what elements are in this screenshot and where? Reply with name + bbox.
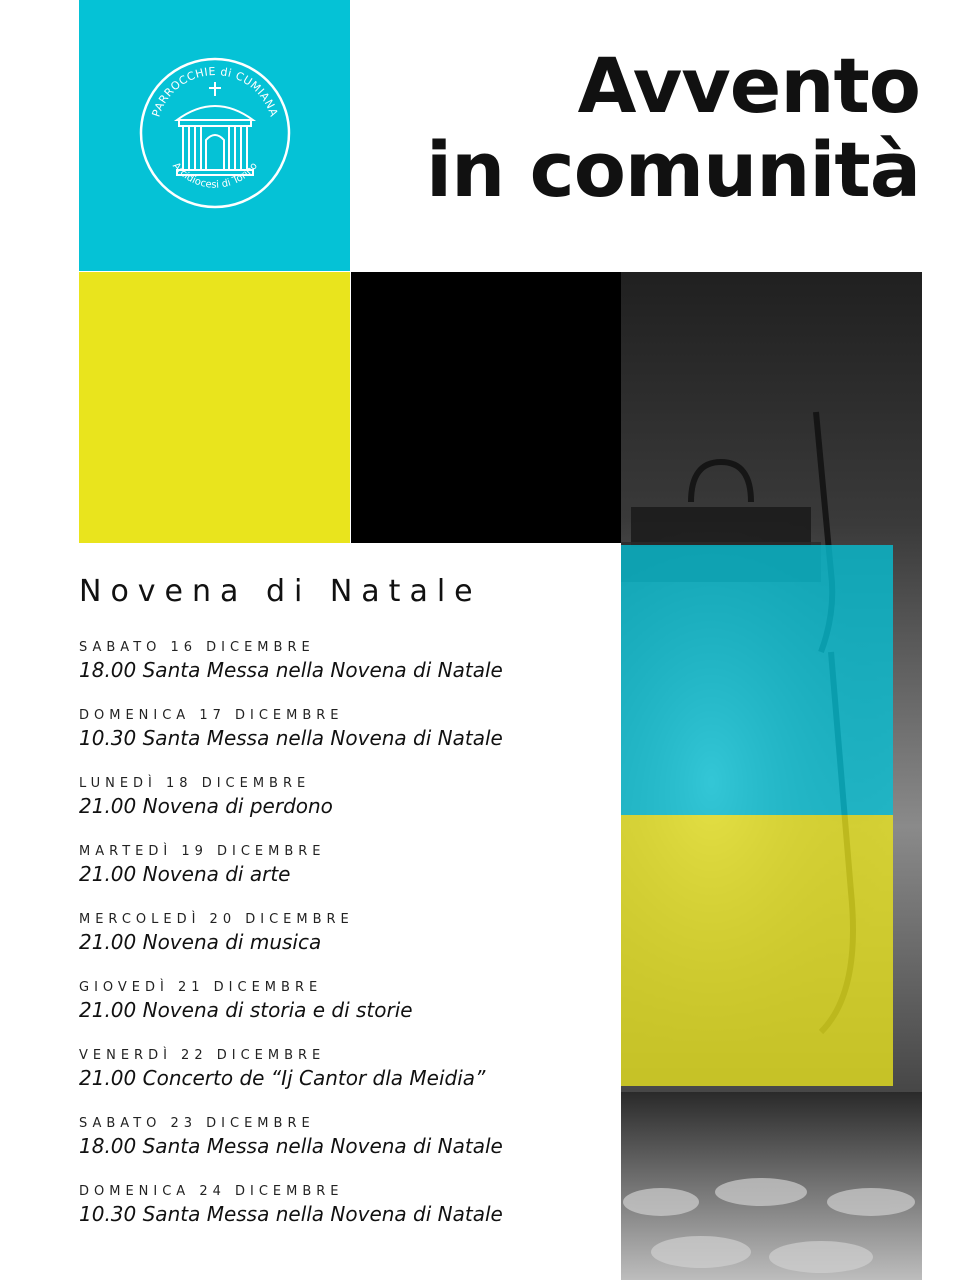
event-item: [79, 980, 609, 1048]
event-date: VENERDÌ 22 DICEMBRE: [79, 1048, 326, 1063]
event-description: 18.00 Santa Messa nella Novena di Natale: [79, 658, 503, 682]
event-item: [79, 1116, 609, 1184]
parish-logo: [79, 0, 350, 271]
logo-block: [79, 0, 350, 271]
logo-ring-bottom: Arcidiocesi di Torino: [170, 160, 260, 191]
event-item: [79, 1048, 609, 1116]
event-description: 21.00 Novena di storia e di storie: [79, 998, 413, 1022]
event-date: MERCOLEDÌ 20 DICEMBRE: [79, 912, 354, 927]
event-item: [79, 1184, 609, 1252]
event-description: 10.30 Santa Messa nella Novena di Natale: [79, 1202, 503, 1226]
section-title: Novena di Natale: [79, 574, 482, 609]
event-item: [79, 708, 609, 776]
church-icon: [177, 82, 253, 175]
event-item: [79, 776, 609, 844]
event-description: 21.00 Concerto de “Ij Cantor dla Meidia”: [79, 1066, 486, 1090]
event-description: 18.00 Santa Messa nella Novena di Natale: [79, 1134, 503, 1158]
event-description: 10.30 Santa Messa nella Novena di Natale: [79, 726, 503, 750]
title-line-2: in comunità: [426, 125, 920, 214]
event-item: [79, 844, 609, 912]
event-date: MARTEDÌ 19 DICEMBRE: [79, 844, 326, 859]
event-item: [79, 640, 609, 708]
cyan-overlay-block: [621, 545, 893, 815]
event-date: DOMENICA 17 DICEMBRE: [79, 708, 344, 723]
event-description: 21.00 Novena di musica: [79, 930, 322, 954]
yellow-overlay-block: [621, 815, 893, 1086]
title-line-1: Avvento: [577, 41, 920, 130]
event-description: 21.00 Novena di perdono: [79, 794, 333, 818]
page-title: [426, 41, 920, 214]
event-list: [79, 640, 609, 1252]
event-date: GIOVEDÌ 21 DICEMBRE: [79, 980, 323, 995]
logo-ring-top: PARROCCHIE di CUMIANA: [149, 64, 281, 119]
black-color-block: [351, 272, 621, 543]
event-date: DOMENICA 24 DICEMBRE: [79, 1184, 344, 1199]
event-date: SABATO 16 DICEMBRE: [79, 640, 315, 655]
event-description: 21.00 Novena di arte: [79, 862, 291, 886]
event-item: [79, 912, 609, 980]
event-date: SABATO 23 DICEMBRE: [79, 1116, 315, 1131]
yellow-color-block: [79, 272, 350, 543]
event-date: LUNEDÌ 18 DICEMBRE: [79, 776, 311, 791]
